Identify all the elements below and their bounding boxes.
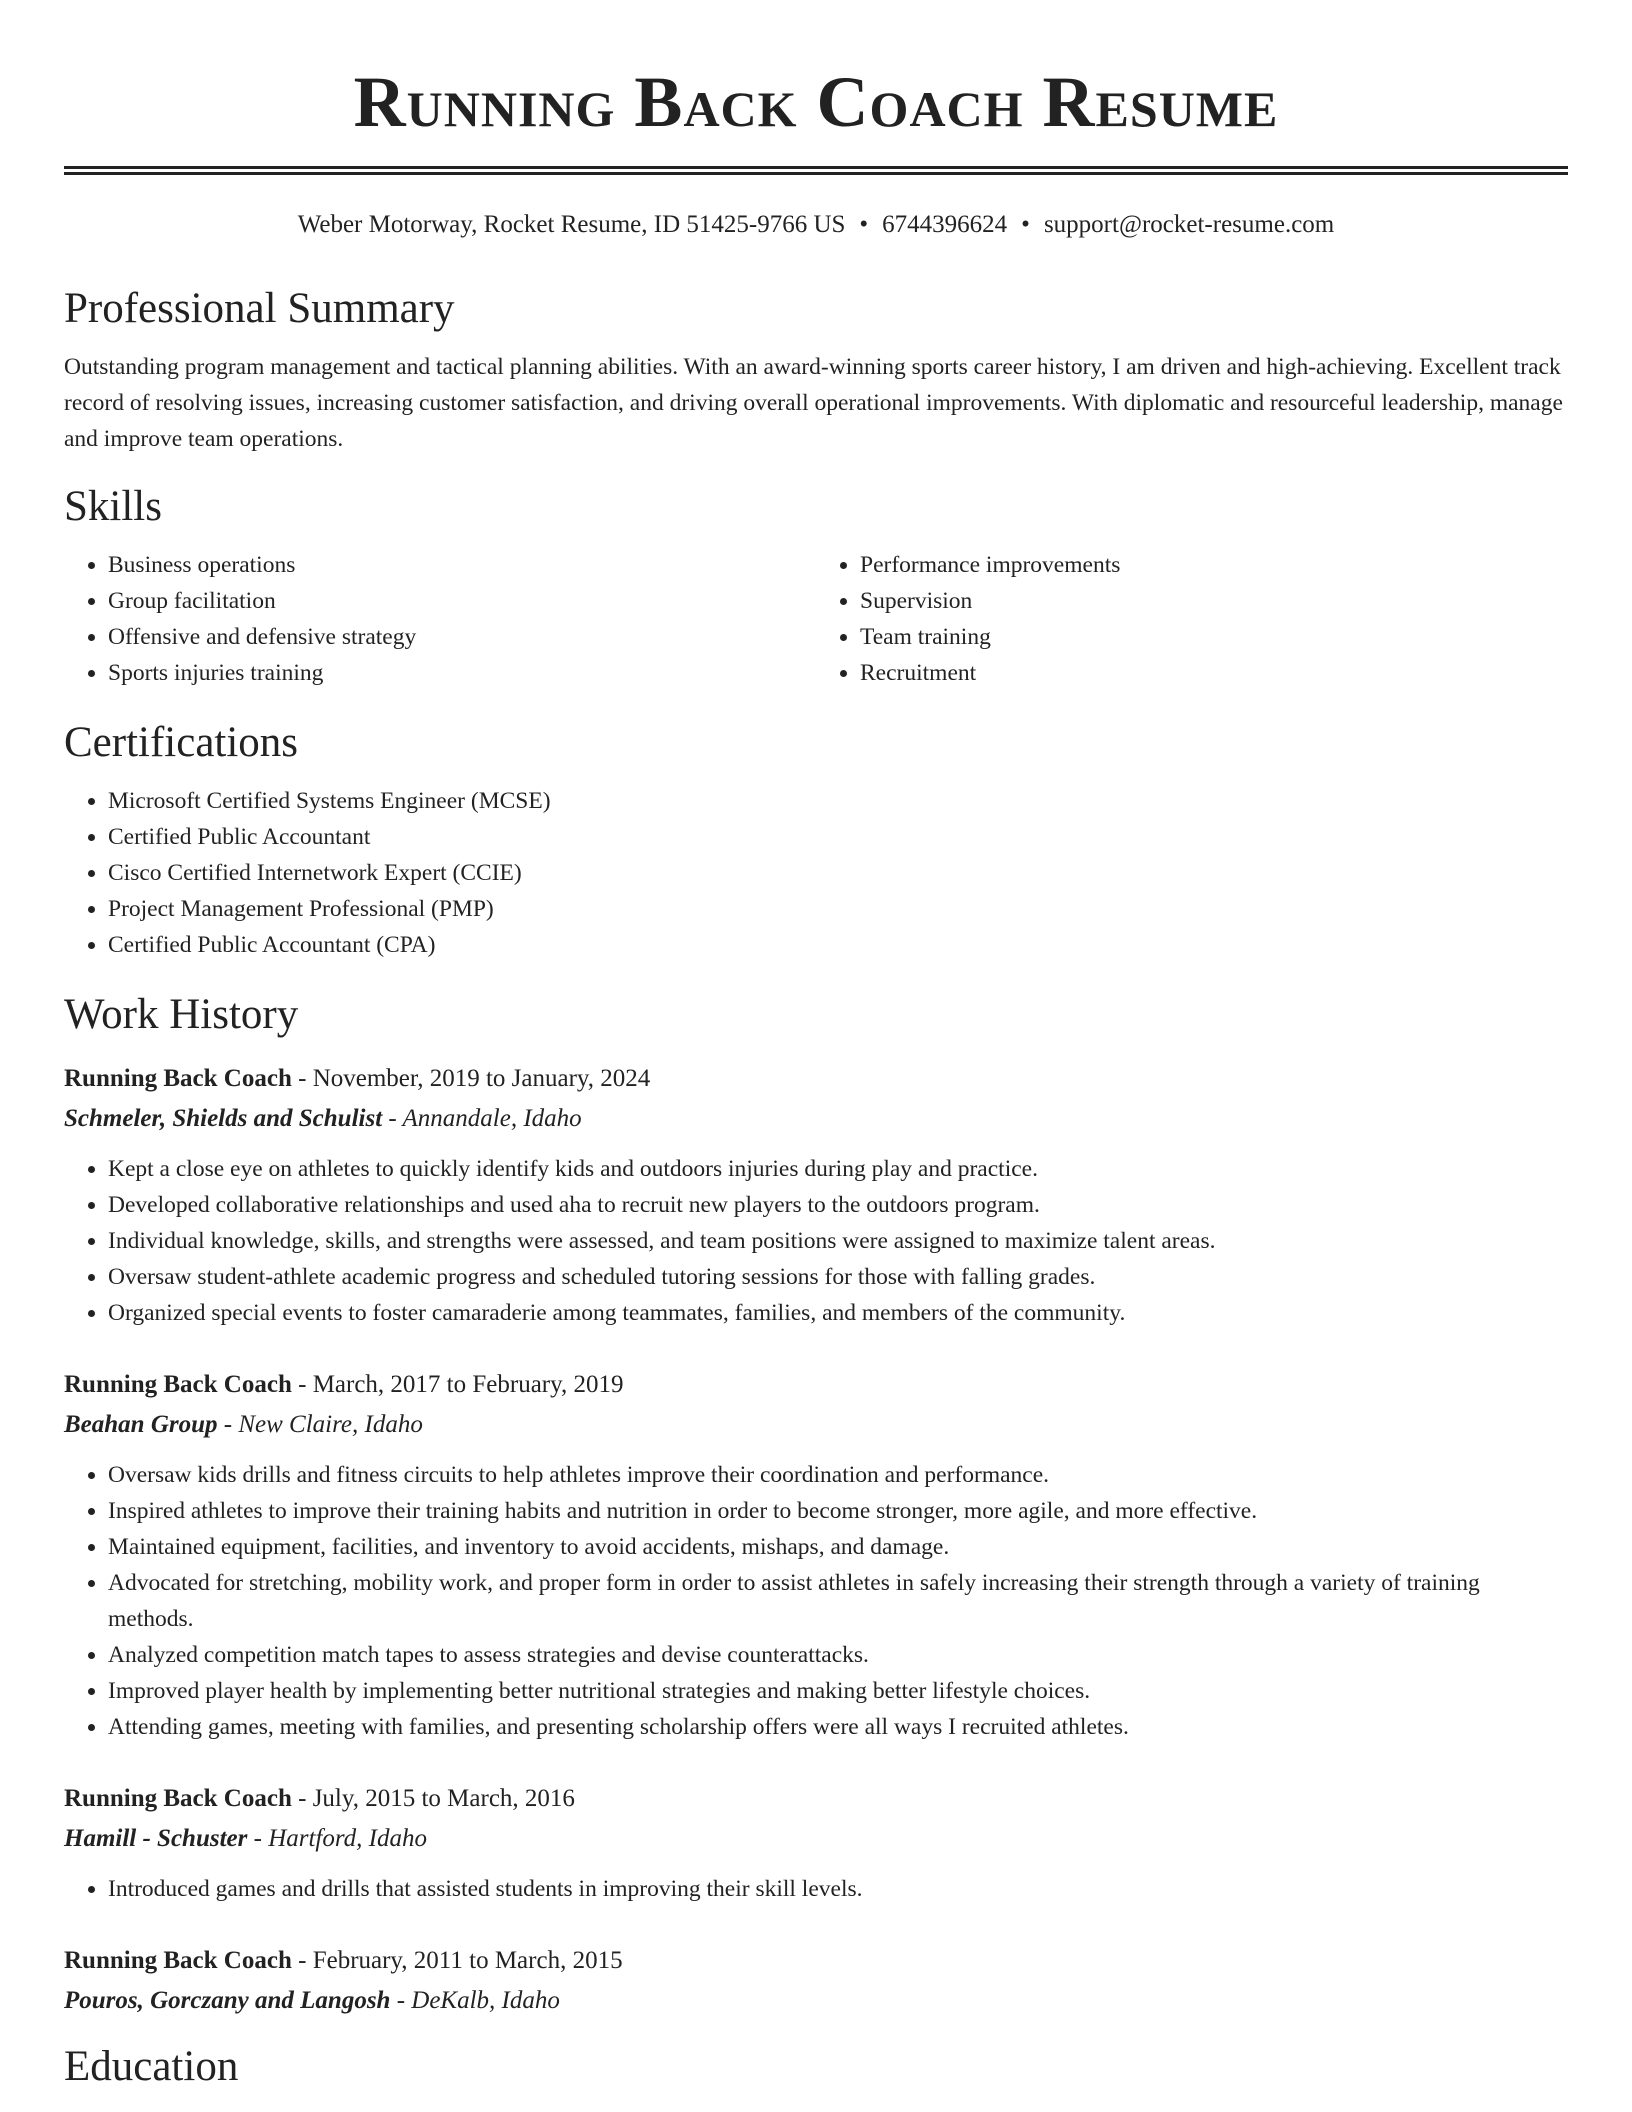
job-dash: -	[247, 1825, 269, 1852]
skill-item: • Recruitment	[860, 655, 1568, 691]
job-location: Hartford, Idaho	[268, 1825, 428, 1852]
job-bullet: • Introduced games and drills that assisted students in improving their skill levels.	[108, 1871, 1568, 1907]
job-entry	[64, 1779, 1568, 1907]
job-bullet: • Kept a close eye on athletes to quickly identify kids and outdoors injuries during play and practice.	[108, 1151, 1568, 1187]
contact-separator: •	[859, 211, 869, 238]
job-dates: November, 2019 to January, 2024	[312, 1065, 651, 1092]
job-dates: March, 2017 to February, 2019	[312, 1371, 624, 1398]
certification-item: • Cisco Certified Internetwork Expert (CCIE)	[108, 855, 1568, 891]
certifications-section	[64, 717, 1568, 963]
job-bullet: • Inspired athletes to improve their training habits and nutrition in order to become stronger, more agile, and more effective.	[108, 1493, 1568, 1529]
summary-text: Outstanding program management and tactical planning abilities. With an award-winning sports career history, I am driven and high-achieving. Excellent track record of resolving issues, increasing customer satisfaction, and driving overall operational improvements. With diplomatic and resourceful leadership, manage and improve team operations.	[64, 354, 1563, 452]
job-company-line	[64, 1405, 1568, 1445]
certifications-heading: Certifications	[64, 719, 299, 766]
contact-email: support@rocket-resume.com	[1043, 211, 1335, 238]
job-bullet: • Oversaw kids drills and fitness circuits to help athletes improve their coordination and performance.	[108, 1457, 1568, 1493]
job-entry	[64, 1941, 1568, 2021]
job-company: Hamill - Schuster	[64, 1825, 248, 1852]
job-title-line	[64, 1779, 1568, 1819]
job-dash: -	[382, 1105, 403, 1132]
job-title-line	[64, 1365, 1568, 1405]
job-title-line	[64, 1941, 1568, 1981]
summary-section	[64, 283, 1568, 457]
job-location: DeKalb, Idaho	[411, 1987, 560, 2014]
skill-item: • Supervision	[860, 583, 1568, 619]
resume-title: Running Back Coach Resume	[353, 62, 1279, 142]
job-bullet: • Individual knowledge, skills, and strengths were assessed, and team positions were assigned to maximize talent areas.	[108, 1223, 1568, 1259]
summary-heading: Professional Summary	[64, 285, 455, 332]
job-location: New Claire, Idaho	[238, 1411, 423, 1438]
job-bullet: • Attending games, meeting with families, and presenting scholarship offers were all ways I recruited athletes.	[108, 1709, 1568, 1745]
skills-list-left	[64, 547, 816, 691]
job-bullets	[64, 1871, 1568, 1907]
job-title: Running Back Coach	[64, 1785, 292, 1812]
skill-item: • Performance improvements	[860, 547, 1568, 583]
job-bullets	[64, 1151, 1568, 1331]
job-dash: -	[217, 1411, 239, 1438]
job-company-line	[64, 1819, 1568, 1859]
skill-item: • Business operations	[108, 547, 816, 583]
skills-grid	[64, 547, 1568, 691]
job-company: Beahan Group	[64, 1411, 218, 1438]
skill-item: • Group facilitation	[108, 583, 816, 619]
job-bullet: • Organized special events to foster camaraderie among teammates, families, and members of the community.	[108, 1295, 1568, 1331]
job-title: Running Back Coach	[64, 1371, 292, 1398]
education-heading: Education	[64, 2043, 239, 2090]
skills-section	[64, 481, 1568, 691]
job-company-line	[64, 1981, 1568, 2021]
job-entry	[64, 1365, 1568, 1745]
job-dash: -	[291, 1947, 313, 1974]
work-history-section	[64, 989, 1568, 2021]
job-company-line	[64, 1099, 1568, 1139]
certification-item: • Certified Public Accountant	[108, 819, 1568, 855]
job-location: Annandale, Idaho	[402, 1105, 582, 1132]
job-company: Schmeler, Shields and Schulist	[64, 1105, 383, 1132]
certification-item: • Project Management Professional (PMP)	[108, 891, 1568, 927]
contact-phone: 6744396624	[882, 211, 1008, 238]
job-title: Running Back Coach	[64, 1065, 292, 1092]
job-entry	[64, 1059, 1568, 1331]
job-dash: -	[291, 1785, 313, 1812]
contact-separator: •	[1021, 211, 1030, 238]
contact-address: Weber Motorway, Rocket Resume, ID 51425-9766 US	[297, 211, 846, 238]
job-bullet: • Analyzed competition match tapes to assess strategies and devise counterattacks.	[108, 1637, 1568, 1673]
job-bullet: • Maintained equipment, facilities, and inventory to avoid accidents, mishaps, and damage.	[108, 1529, 1568, 1565]
job-dates: February, 2011 to March, 2015	[312, 1947, 623, 1974]
job-bullet: • Developed collaborative relationships and used aha to recruit new players to the outdoors program.	[108, 1187, 1568, 1223]
job-bullets	[64, 1457, 1568, 1745]
job-bullet: • Advocated for stretching, mobility work, and proper form in order to assist athletes in safely increasing their strength through a variety of training methods.	[108, 1565, 1568, 1637]
education-section	[64, 2041, 1568, 2093]
job-title-line	[64, 1059, 1568, 1099]
skill-item: • Team training	[860, 619, 1568, 655]
job-title: Running Back Coach	[64, 1947, 292, 1974]
certification-item: • Certified Public Accountant (CPA)	[108, 927, 1568, 963]
job-dash: -	[390, 1987, 412, 2014]
job-bullet: • Oversaw student-athlete academic progress and scheduled tutoring sessions for those with falling grades.	[108, 1259, 1568, 1295]
certifications-list	[64, 783, 1568, 963]
skills-heading: Skills	[64, 483, 162, 530]
title-divider	[64, 166, 1568, 175]
certification-item: • Microsoft Certified Systems Engineer (MCSE)	[108, 783, 1568, 819]
job-dash: -	[291, 1371, 313, 1398]
contact-line	[64, 209, 1568, 241]
job-dash: -	[291, 1065, 313, 1092]
skill-item: • Offensive and defensive strategy	[108, 619, 816, 655]
job-dates: July, 2015 to March, 2016	[312, 1785, 575, 1812]
work-history-heading: Work History	[64, 991, 299, 1038]
skill-item: • Sports injuries training	[108, 655, 816, 691]
job-bullet: • Improved player health by implementing better nutritional strategies and making better lifestyle choices.	[108, 1673, 1568, 1709]
skills-list-right	[816, 547, 1568, 691]
job-company: Pouros, Gorczany and Langosh	[64, 1987, 391, 2014]
